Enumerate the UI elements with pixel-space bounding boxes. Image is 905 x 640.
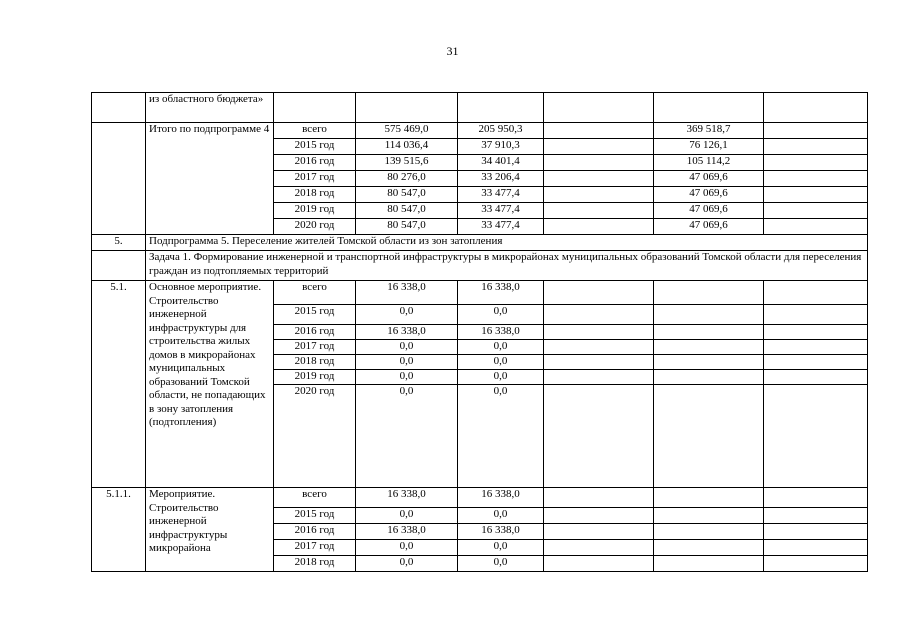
federal-cell: 0,0 [458, 556, 544, 572]
year-cell: 2016 год [274, 325, 356, 340]
table-row [92, 123, 868, 139]
federal-cell: 0,0 [458, 340, 544, 355]
total-cell: 16 338,0 [356, 524, 458, 540]
total-cell: 139 515,6 [356, 155, 458, 171]
federal-cell: 33 477,4 [458, 203, 544, 219]
year-cell: 2020 год [274, 385, 356, 488]
federal-cell: 0,0 [458, 385, 544, 488]
activity-name: Основное мероприятие. Строительство инженерной инфраструктуры для строительства жилых домов в микрорайонах муниципальных образований Томской области, не попадающих в зону затопления (подтопления) [146, 281, 274, 488]
page-number: 31 [446, 44, 459, 58]
total-cell: 575 469,0 [356, 123, 458, 139]
total-cell: 16 338,0 [356, 325, 458, 340]
total-cell: 16 338,0 [356, 488, 458, 508]
total-cell: 80 547,0 [356, 203, 458, 219]
year-cell: всего [274, 281, 356, 305]
year-cell: 2017 год [274, 540, 356, 556]
year-cell: 2015 год [274, 305, 356, 325]
total-cell: 0,0 [356, 556, 458, 572]
year-cell: 2018 год [274, 187, 356, 203]
year-cell: 2019 год [274, 370, 356, 385]
federal-cell: 33 206,4 [458, 171, 544, 187]
federal-cell: 205 950,3 [458, 123, 544, 139]
regional-cell: 369 518,7 [654, 123, 764, 139]
federal-cell: 0,0 [458, 370, 544, 385]
total-cell: 0,0 [356, 508, 458, 524]
regional-cell: 47 069,6 [654, 171, 764, 187]
source-cell: из областного бюджета» [146, 93, 274, 123]
year-cell: всего [274, 488, 356, 508]
total-cell: 114 036,4 [356, 139, 458, 155]
year-cell: 2018 год [274, 556, 356, 572]
activity-name: Мероприятие. Строительство инженерной инфраструктуры микрорайона [146, 488, 274, 572]
subprogram-title: Подпрограмма 5. Переселение жителей Томской области из зон затопления [146, 235, 868, 251]
total-cell: 16 338,0 [356, 281, 458, 305]
table-row [92, 488, 868, 508]
federal-cell: 0,0 [458, 355, 544, 370]
federal-cell: 33 477,4 [458, 219, 544, 235]
federal-cell: 33 477,4 [458, 187, 544, 203]
regional-cell: 47 069,6 [654, 219, 764, 235]
year-cell: 2016 год [274, 524, 356, 540]
federal-cell: 0,0 [458, 540, 544, 556]
total-cell: 80 276,0 [356, 171, 458, 187]
federal-cell: 16 338,0 [458, 281, 544, 305]
total-cell: 0,0 [356, 540, 458, 556]
year-cell: 2019 год [274, 203, 356, 219]
total-cell: 80 547,0 [356, 219, 458, 235]
year-cell: 2017 год [274, 171, 356, 187]
year-cell: 2015 год [274, 508, 356, 524]
year-cell: 2016 год [274, 155, 356, 171]
table-row [92, 93, 868, 123]
federal-cell: 0,0 [458, 305, 544, 325]
subprogram-number: 5. [92, 235, 146, 251]
federal-cell: 16 338,0 [458, 524, 544, 540]
federal-cell: 0,0 [458, 508, 544, 524]
total-cell: 0,0 [356, 355, 458, 370]
year-cell: 2017 год [274, 340, 356, 355]
year-cell: 2020 год [274, 219, 356, 235]
task-title: Задача 1. Формирование инженерной и транспортной инфраструктуры в микрорайонах муниципальных образований Томской области для переселения граждан из подтопляемых территорий [146, 251, 868, 281]
year-cell: 2018 год [274, 355, 356, 370]
federal-cell: 16 338,0 [458, 325, 544, 340]
budget-table [91, 92, 868, 572]
regional-cell: 76 126,1 [654, 139, 764, 155]
activity-number: 5.1.1. [92, 488, 146, 572]
activity-number: 5.1. [92, 281, 146, 488]
regional-cell: 105 114,2 [654, 155, 764, 171]
year-cell: всего [274, 123, 356, 139]
total-cell: 0,0 [356, 305, 458, 325]
total-cell: 0,0 [356, 370, 458, 385]
total-cell: 80 547,0 [356, 187, 458, 203]
total-label-cell: Итого по подпрограмме 4 [146, 123, 274, 235]
year-cell: 2015 год [274, 139, 356, 155]
regional-cell: 47 069,6 [654, 203, 764, 219]
regional-cell: 47 069,6 [654, 187, 764, 203]
table-row [92, 281, 868, 305]
federal-cell: 16 338,0 [458, 488, 544, 508]
federal-cell: 34 401,4 [458, 155, 544, 171]
task-row [92, 251, 868, 281]
subprogram-row [92, 235, 868, 251]
total-cell: 0,0 [356, 385, 458, 488]
total-cell: 0,0 [356, 340, 458, 355]
federal-cell: 37 910,3 [458, 139, 544, 155]
